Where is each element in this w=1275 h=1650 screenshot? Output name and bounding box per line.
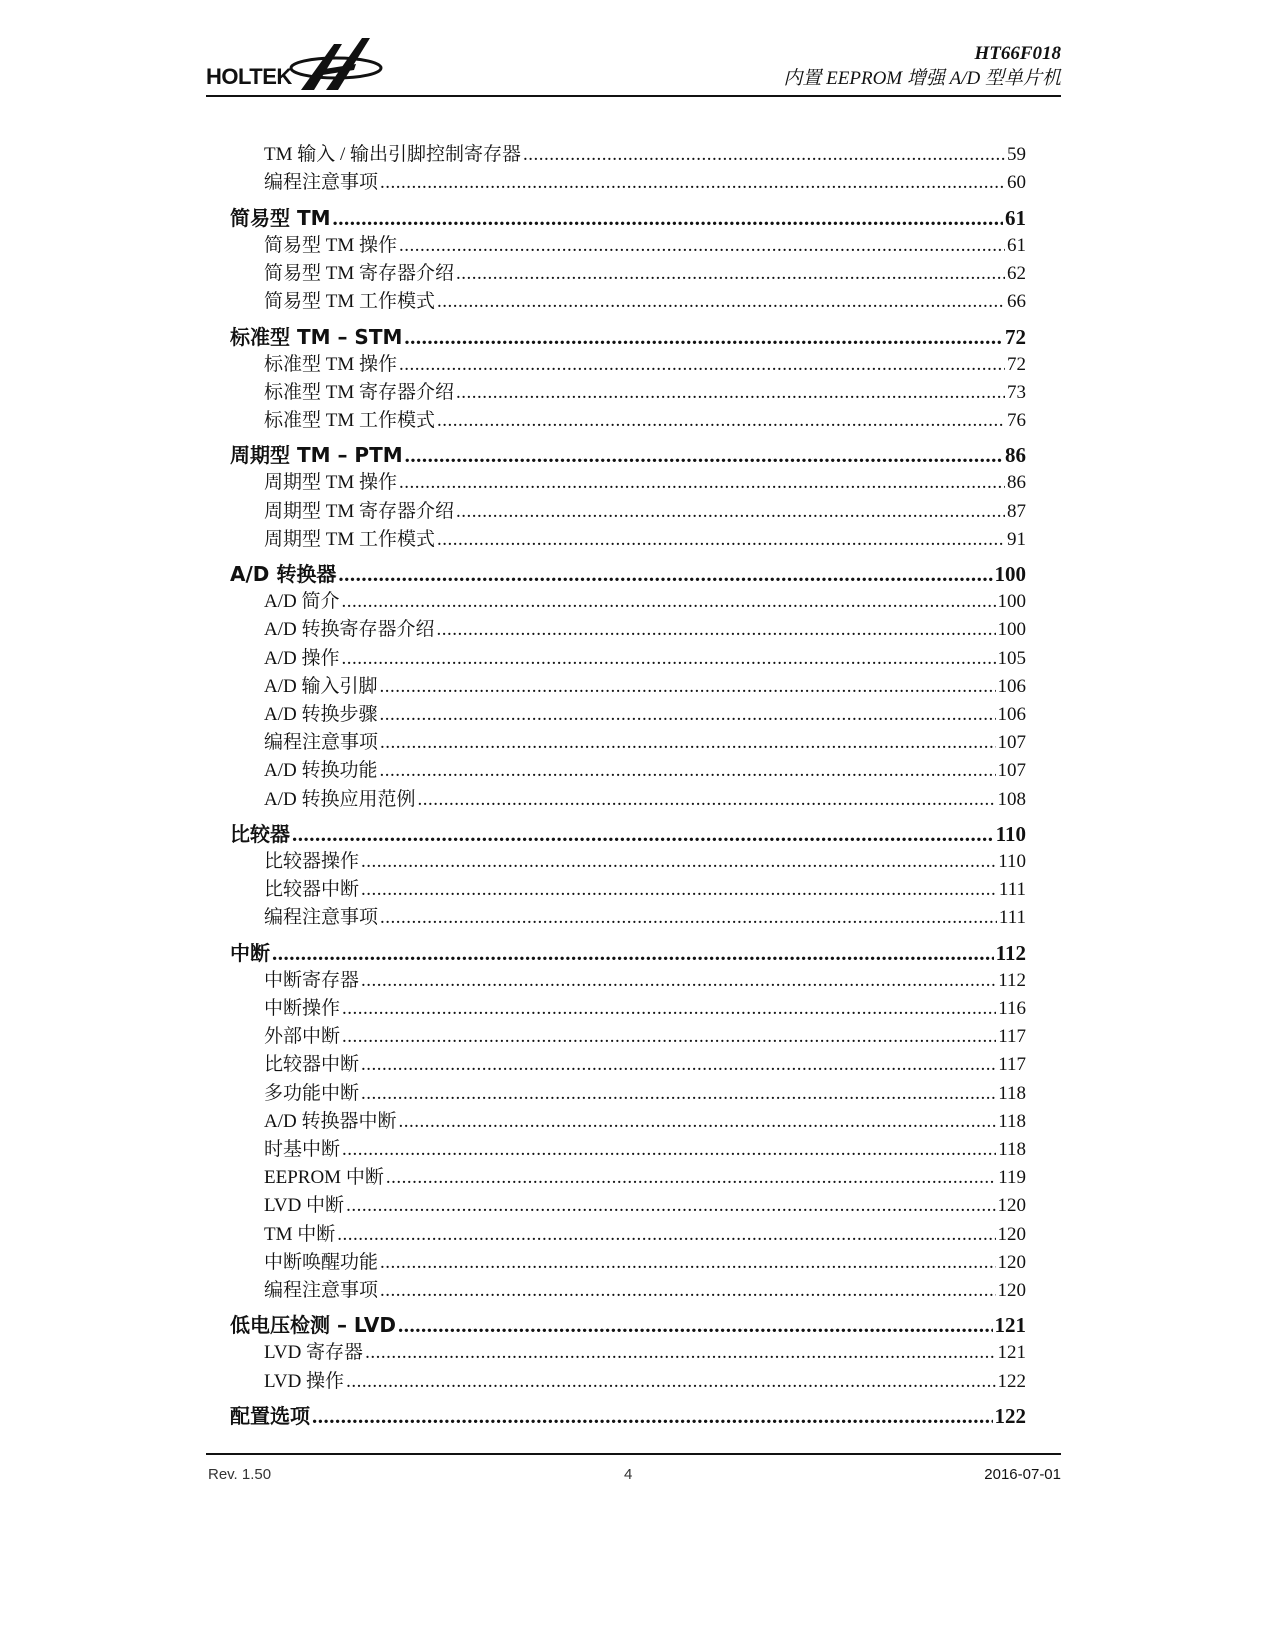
dot-leader <box>399 232 1005 260</box>
toc-section[interactable] <box>230 821 1026 848</box>
dot-leader <box>341 588 995 616</box>
toc-entry[interactable] <box>230 141 1026 169</box>
dot-leader <box>338 561 992 588</box>
dot-leader <box>399 351 1005 379</box>
toc-page: 116 <box>998 998 1026 1020</box>
toc-title: 周期型 TM 操作 <box>264 472 398 494</box>
toc-entry[interactable] <box>230 786 1026 814</box>
toc-page: 86 <box>1005 443 1026 468</box>
toc-title: 编程注意事项 <box>264 1279 379 1301</box>
page-number: 4 <box>624 1466 633 1483</box>
holtek-logo <box>206 34 396 92</box>
toc-page: 112 <box>998 969 1026 991</box>
toc-title: 低电压检测 – LVD <box>230 1313 396 1338</box>
toc-page: 106 <box>997 675 1026 697</box>
toc-entry[interactable] <box>230 498 1026 526</box>
dot-leader <box>361 876 997 904</box>
dot-leader <box>523 141 1005 169</box>
toc-entry[interactable] <box>230 1277 1026 1305</box>
toc-title: 周期型 TM 工作模式 <box>264 528 436 550</box>
toc-entry[interactable] <box>230 673 1026 701</box>
toc-entry[interactable] <box>230 379 1026 407</box>
toc-entry[interactable] <box>230 1368 1026 1396</box>
dot-leader <box>404 324 1003 351</box>
toc-title: 中断寄存器 <box>264 969 360 991</box>
toc-entry[interactable] <box>230 616 1026 644</box>
toc-title: 比较器中断 <box>264 879 360 901</box>
toc-title: LVD 操作 <box>264 1370 345 1392</box>
dot-leader <box>379 673 995 701</box>
toc-title: A/D 简介 <box>264 591 340 613</box>
toc-entry[interactable] <box>230 1023 1026 1051</box>
toc-title: 简易型 TM <box>230 205 331 230</box>
toc-entry[interactable] <box>230 351 1026 379</box>
toc-page: 72 <box>1007 353 1026 375</box>
dot-leader <box>437 526 1005 554</box>
toc-title: TM 输入 / 输出引脚控制寄存器 <box>264 144 522 165</box>
toc-page: 117 <box>998 1026 1026 1048</box>
dot-leader <box>380 169 1005 197</box>
toc-title: 比较器操作 <box>264 851 360 873</box>
toc-page: 66 <box>1007 291 1026 313</box>
toc-page: 112 <box>995 940 1026 965</box>
dot-leader <box>380 1277 995 1305</box>
dot-leader <box>346 1368 995 1396</box>
toc-title: TM 中断 <box>264 1223 336 1245</box>
toc-title: 简易型 TM 操作 <box>264 234 398 256</box>
toc-title: 配置选项 <box>230 1404 310 1429</box>
dot-leader <box>380 1249 995 1277</box>
toc-page: 118 <box>998 1082 1026 1104</box>
toc-title: A/D 转换功能 <box>264 760 378 782</box>
dot-leader <box>437 407 1005 435</box>
toc-title: 周期型 TM – PTM <box>230 443 403 468</box>
toc-entry[interactable] <box>230 1192 1026 1220</box>
toc-title: A/D 转换应用范例 <box>264 788 416 810</box>
toc-title: A/D 转换步骤 <box>264 704 378 725</box>
document-subtitle: 内置 EEPROM 增强 A/D 型单片机 <box>783 68 1061 89</box>
toc-page: 60 <box>1007 172 1026 194</box>
toc-entry[interactable] <box>230 904 1026 932</box>
dot-leader <box>437 288 1005 316</box>
toc-entry[interactable] <box>230 1221 1026 1249</box>
toc-entry[interactable] <box>230 848 1026 876</box>
toc-title: 中断唤醒功能 <box>264 1251 379 1273</box>
toc-entry[interactable] <box>230 1249 1026 1277</box>
toc-entry[interactable] <box>230 526 1026 554</box>
toc-entry[interactable] <box>230 995 1026 1023</box>
toc-page: 105 <box>997 647 1026 669</box>
toc-page: 107 <box>997 732 1026 754</box>
toc-entry[interactable] <box>230 1051 1026 1079</box>
toc-page: 106 <box>997 704 1026 725</box>
toc-page: 107 <box>997 760 1026 782</box>
toc-title: LVD 寄存器 <box>264 1342 364 1364</box>
toc-entry[interactable] <box>230 1339 1026 1367</box>
toc-page: 110 <box>998 851 1026 873</box>
toc-entry[interactable] <box>230 967 1026 995</box>
toc-entry[interactable] <box>230 701 1026 729</box>
toc-title: 多功能中断 <box>264 1082 360 1104</box>
toc-entry[interactable] <box>230 876 1026 904</box>
dot-leader <box>417 786 995 814</box>
toc-page: 118 <box>998 1139 1026 1161</box>
toc-section[interactable] <box>230 205 1026 232</box>
dot-leader <box>380 729 995 757</box>
dot-leader <box>361 967 996 995</box>
toc-page: 87 <box>1007 500 1026 522</box>
toc-page: 120 <box>997 1223 1026 1245</box>
dot-leader <box>342 1136 996 1164</box>
dot-leader <box>361 1080 996 1108</box>
toc-page: 59 <box>1007 144 1026 165</box>
toc-entry[interactable] <box>230 260 1026 288</box>
dot-leader <box>292 821 994 848</box>
toc-page: 121 <box>997 1342 1026 1364</box>
toc-title: 标准型 TM 操作 <box>264 353 398 375</box>
toc-title: LVD 中断 <box>264 1195 345 1217</box>
model-name: HT66F018 <box>974 43 1061 64</box>
toc-title: 简易型 TM 寄存器介绍 <box>264 262 455 284</box>
toc-page: 117 <box>998 1054 1026 1076</box>
toc-title: 编程注意事项 <box>264 732 379 754</box>
header-divider <box>206 95 1061 97</box>
logo-text: HOLTEK <box>206 64 292 89</box>
toc-page: 111 <box>998 879 1026 901</box>
toc-section[interactable] <box>230 324 1026 351</box>
toc-title: 编程注意事项 <box>264 907 379 929</box>
toc-page: 91 <box>1007 528 1026 550</box>
toc-entry[interactable] <box>230 729 1026 757</box>
dot-leader <box>456 498 1005 526</box>
toc-page: 76 <box>1007 409 1026 431</box>
dot-leader <box>361 1051 996 1079</box>
toc-page: 100 <box>997 619 1026 641</box>
revision: Rev. 1.50 <box>208 1466 272 1483</box>
toc-entry[interactable] <box>230 469 1026 497</box>
dot-leader <box>337 1221 995 1249</box>
toc-entry[interactable] <box>230 407 1026 435</box>
toc-title: A/D 操作 <box>264 647 340 669</box>
toc-section[interactable] <box>230 561 1026 588</box>
toc-entry[interactable] <box>230 1080 1026 1108</box>
toc-page: 72 <box>1005 324 1026 349</box>
dot-leader <box>399 469 1005 497</box>
toc-page: 118 <box>998 1110 1026 1132</box>
toc-page: 108 <box>997 788 1026 810</box>
dot-leader <box>312 1403 993 1430</box>
toc-page: 122 <box>994 1404 1026 1429</box>
toc-page: 110 <box>995 822 1026 847</box>
toc-page: 120 <box>997 1251 1026 1273</box>
toc-page: 111 <box>998 907 1026 929</box>
toc-title: A/D 输入引脚 <box>264 675 378 697</box>
dot-leader <box>342 1023 996 1051</box>
dot-leader <box>456 260 1005 288</box>
dot-leader <box>398 1108 996 1136</box>
toc-title: 标准型 TM 寄存器介绍 <box>264 381 455 403</box>
toc-title: 简易型 TM 工作模式 <box>264 291 436 313</box>
dot-leader <box>333 205 1003 232</box>
toc-title: 编程注意事项 <box>264 172 379 194</box>
table-of-contents <box>230 141 1026 1430</box>
header-title <box>783 42 1061 92</box>
toc-section[interactable] <box>230 1312 1026 1339</box>
toc-section[interactable] <box>230 1403 1026 1430</box>
toc-page: 100 <box>997 591 1026 613</box>
toc-title: A/D 转换器中断 <box>264 1110 397 1132</box>
toc-section[interactable] <box>230 940 1026 967</box>
toc-title: 时基中断 <box>264 1139 341 1161</box>
dot-leader <box>342 995 996 1023</box>
toc-entry[interactable] <box>230 1164 1026 1192</box>
dot-leader <box>365 1339 995 1367</box>
footer-divider <box>206 1453 1061 1455</box>
toc-entry[interactable] <box>230 232 1026 260</box>
toc-page: 122 <box>997 1370 1026 1392</box>
toc-title: EEPROM 中断 <box>264 1167 384 1189</box>
toc-title: 中断 <box>230 940 270 965</box>
toc-title: 中断操作 <box>264 998 341 1020</box>
toc-title: 比较器中断 <box>264 1054 360 1076</box>
toc-page: 121 <box>994 1313 1026 1338</box>
toc-page: 73 <box>1007 381 1026 403</box>
toc-page: 61 <box>1005 205 1026 230</box>
dot-leader <box>436 616 995 644</box>
dot-leader <box>346 1192 995 1220</box>
toc-title: 外部中断 <box>264 1026 341 1048</box>
toc-entry[interactable] <box>230 169 1026 197</box>
date: 2016-07-01 <box>984 1466 1061 1483</box>
toc-title: 标准型 TM – STM <box>230 324 403 349</box>
toc-title: A/D 转换器 <box>230 562 337 587</box>
toc-section[interactable] <box>230 442 1026 469</box>
toc-title: 标准型 TM 工作模式 <box>264 409 436 431</box>
toc-page: 119 <box>998 1167 1026 1189</box>
dot-leader <box>456 379 1005 407</box>
dot-leader <box>361 848 996 876</box>
toc-entry[interactable] <box>230 757 1026 785</box>
dot-leader <box>379 701 995 729</box>
toc-title: 比较器 <box>230 822 290 847</box>
dot-leader <box>341 645 995 673</box>
dot-leader <box>380 904 997 932</box>
toc-entry[interactable] <box>230 588 1026 616</box>
toc-entry[interactable] <box>230 645 1026 673</box>
toc-page: 61 <box>1007 234 1026 256</box>
toc-page: 62 <box>1007 262 1026 284</box>
toc-entry[interactable] <box>230 1136 1026 1164</box>
dot-leader <box>386 1164 996 1192</box>
toc-entry[interactable] <box>230 288 1026 316</box>
toc-title: A/D 转换寄存器介绍 <box>264 619 435 641</box>
toc-title: 周期型 TM 寄存器介绍 <box>264 500 455 522</box>
dot-leader <box>398 1312 993 1339</box>
toc-page: 120 <box>997 1279 1026 1301</box>
toc-page: 120 <box>997 1195 1026 1217</box>
dot-leader <box>272 940 994 967</box>
toc-entry[interactable] <box>230 1108 1026 1136</box>
toc-page: 86 <box>1007 472 1026 494</box>
toc-page: 100 <box>994 562 1026 587</box>
dot-leader <box>405 442 1003 469</box>
dot-leader <box>379 757 995 785</box>
